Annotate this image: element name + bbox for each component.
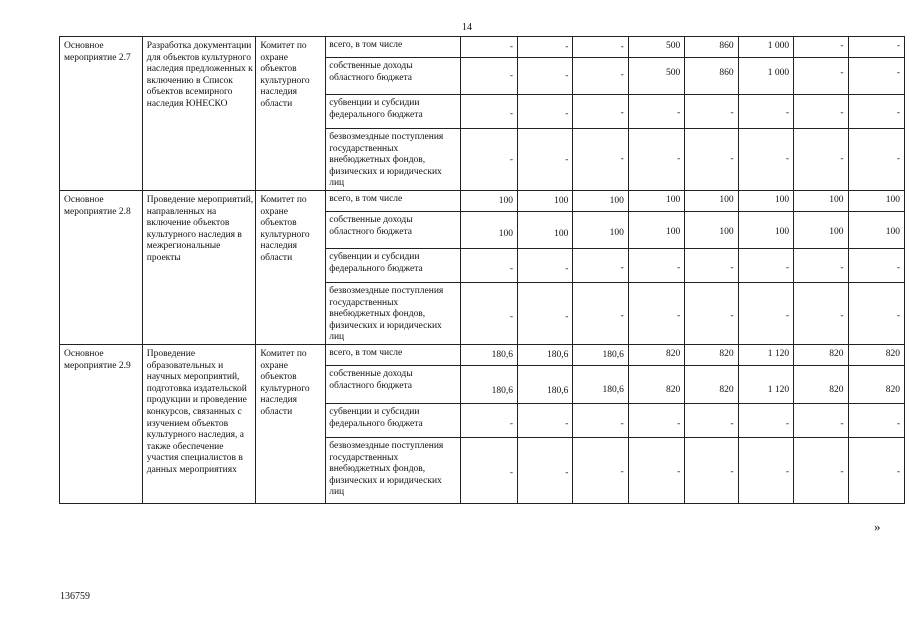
value-text: 180,6 <box>491 350 513 360</box>
value-text: - <box>896 154 900 164</box>
value-cell <box>460 404 517 438</box>
value-cell <box>517 212 572 249</box>
value-text: 100 <box>665 227 681 237</box>
value-cell <box>517 129 572 191</box>
value-cell <box>517 283 572 345</box>
value-text: 1 000 <box>767 68 790 78</box>
value-text: - <box>565 155 569 165</box>
table-row <box>60 345 905 366</box>
value-cell <box>573 345 628 366</box>
value-cell <box>848 58 904 95</box>
value-text: - <box>785 154 790 164</box>
value-cell <box>685 191 738 212</box>
value-cell <box>738 95 793 129</box>
value-text: 100 <box>609 228 624 238</box>
value-text: - <box>840 311 844 321</box>
value-text: - <box>896 41 900 51</box>
value-cell <box>738 37 793 58</box>
value-cell <box>738 438 793 504</box>
value-text: - <box>509 42 513 52</box>
measure-description: Проведение мероприятий, направленных на включение объектов культурного наследия в межрегиональные проекты <box>142 191 256 345</box>
value-cell <box>738 249 793 283</box>
value-text: - <box>730 263 734 273</box>
value-text: - <box>565 109 569 119</box>
value-cell <box>460 366 517 404</box>
measure-executor: Комитет по охране объектов культурного наследия области <box>256 191 326 345</box>
funding-source: собственные доходы областного бюджета <box>326 366 460 404</box>
measure-description: Проведение образовательных и научных мероприятий, подготовка издательской продукции и проведение конкурсов, связанных с изучением объектов культурного наследия, а также обеспечение участия специалистов в данных мероприятиях <box>142 345 256 504</box>
value-text: 100 <box>885 227 900 237</box>
value-cell <box>628 58 684 95</box>
value-cell <box>573 191 628 212</box>
value-cell <box>848 404 904 438</box>
value-text: 820 <box>885 349 900 359</box>
value-cell <box>685 58 738 95</box>
value-text: 1 120 <box>767 385 790 395</box>
value-text: 100 <box>829 195 844 205</box>
value-text: - <box>840 108 844 118</box>
value-cell <box>517 95 572 129</box>
value-cell <box>848 191 904 212</box>
value-text: 820 <box>829 385 844 395</box>
value-cell <box>517 58 572 95</box>
value-text: - <box>677 311 681 321</box>
value-text: - <box>785 311 790 321</box>
value-cell <box>517 404 572 438</box>
value-text: - <box>896 68 900 78</box>
value-cell <box>460 37 517 58</box>
value-cell <box>738 283 793 345</box>
value-cell <box>628 129 684 191</box>
value-text: - <box>730 467 734 477</box>
value-text: 100 <box>498 196 513 206</box>
value-text: - <box>509 71 513 81</box>
value-text: - <box>509 419 513 429</box>
value-text: - <box>620 263 624 273</box>
funding-source: безвозмездные поступления государственных внебюджетных фондов, физических и юридических лиц <box>326 129 460 191</box>
value-text: - <box>620 70 624 80</box>
value-text: - <box>840 467 844 477</box>
value-cell <box>517 191 572 212</box>
value-text: 1 000 <box>767 41 790 51</box>
value-text: - <box>620 419 624 429</box>
value-text: 500 <box>665 41 681 51</box>
value-text: - <box>785 108 790 118</box>
value-text: 100 <box>665 195 681 205</box>
value-text: - <box>677 108 681 118</box>
value-cell <box>460 438 517 504</box>
measure-executor: Комитет по охране объектов культурного наследия области <box>256 37 326 191</box>
value-text: - <box>677 467 681 477</box>
value-cell <box>685 366 738 404</box>
value-cell <box>460 212 517 249</box>
value-text: 1 120 <box>767 349 790 359</box>
value-cell <box>794 404 848 438</box>
value-cell <box>685 37 738 58</box>
value-text: 820 <box>885 385 900 395</box>
value-text: - <box>509 264 513 274</box>
value-cell <box>628 345 684 366</box>
value-cell <box>628 249 684 283</box>
value-cell <box>848 129 904 191</box>
value-text: 100 <box>498 229 513 239</box>
value-cell <box>794 283 848 345</box>
value-text: - <box>565 71 569 81</box>
measure-description: Разработка документации для объектов культурного наследия предложенных к включению в Список объектов всемирного наследия ЮНЕСКО <box>142 37 256 191</box>
funding-source: субвенции и субсидии федерального бюджета <box>326 95 460 129</box>
value-text: 180,6 <box>547 350 569 360</box>
value-cell <box>848 37 904 58</box>
value-cell <box>628 191 684 212</box>
value-cell <box>794 37 848 58</box>
value-cell <box>573 283 628 345</box>
value-text: 100 <box>885 195 900 205</box>
funding-source: всего, в том числе <box>326 191 460 212</box>
funding-source: субвенции и субсидии федерального бюджета <box>326 249 460 283</box>
value-text: 100 <box>719 227 734 237</box>
value-cell <box>517 366 572 404</box>
value-cell <box>573 366 628 404</box>
value-text: 860 <box>719 68 734 78</box>
value-text: 180,6 <box>547 386 569 396</box>
value-text: 100 <box>774 195 790 205</box>
value-text: - <box>730 108 734 118</box>
value-cell <box>794 249 848 283</box>
funding-source: всего, в том числе <box>326 37 460 58</box>
value-text: - <box>620 42 624 52</box>
value-text: - <box>896 419 900 429</box>
financing-table <box>59 36 905 504</box>
value-cell <box>685 404 738 438</box>
value-text: 100 <box>554 196 569 206</box>
value-cell <box>517 345 572 366</box>
value-cell <box>738 129 793 191</box>
value-cell <box>460 249 517 283</box>
value-cell <box>738 191 793 212</box>
value-cell <box>738 58 793 95</box>
value-cell <box>628 404 684 438</box>
value-text: - <box>620 108 624 118</box>
value-cell <box>848 212 904 249</box>
value-text: - <box>509 312 513 322</box>
value-cell <box>794 212 848 249</box>
value-text: 100 <box>719 195 734 205</box>
value-cell <box>794 129 848 191</box>
value-cell <box>573 58 628 95</box>
value-cell <box>460 191 517 212</box>
value-text: - <box>896 311 900 321</box>
value-text: - <box>896 263 900 273</box>
value-text: - <box>896 467 900 477</box>
value-cell <box>794 58 848 95</box>
value-text: - <box>677 419 681 429</box>
value-cell <box>628 366 684 404</box>
value-cell <box>517 37 572 58</box>
value-text: 820 <box>719 349 734 359</box>
value-text: 100 <box>829 227 844 237</box>
value-cell <box>685 212 738 249</box>
value-cell <box>460 95 517 129</box>
value-text: - <box>565 312 569 322</box>
value-text: - <box>730 154 734 164</box>
value-text: - <box>620 154 624 164</box>
value-cell <box>460 345 517 366</box>
value-text: - <box>565 419 569 429</box>
value-text: - <box>677 263 681 273</box>
value-cell <box>738 404 793 438</box>
measure-name: Основное мероприятие 2.9 <box>60 345 143 504</box>
value-text: 820 <box>719 385 734 395</box>
value-cell <box>628 37 684 58</box>
value-cell <box>628 438 684 504</box>
value-cell <box>848 366 904 404</box>
value-text: - <box>677 154 681 164</box>
value-cell <box>738 345 793 366</box>
value-cell <box>685 249 738 283</box>
value-text: - <box>840 419 844 429</box>
value-text: 820 <box>665 385 681 395</box>
value-cell <box>460 283 517 345</box>
measure-name: Основное мероприятие 2.8 <box>60 191 143 345</box>
value-text: - <box>509 109 513 119</box>
value-text: 180,6 <box>602 350 624 360</box>
table-body <box>60 37 905 504</box>
table-row <box>60 37 905 58</box>
value-text: 500 <box>665 68 681 78</box>
funding-source: собственные доходы областного бюджета <box>326 212 460 249</box>
closing-quote: » <box>874 519 881 534</box>
page-number: 14 <box>462 22 472 33</box>
value-cell <box>685 438 738 504</box>
value-cell <box>573 212 628 249</box>
value-cell <box>794 438 848 504</box>
value-cell <box>460 129 517 191</box>
value-text: - <box>730 419 734 429</box>
value-cell <box>794 345 848 366</box>
funding-source: безвозмездные поступления государственных внебюджетных фондов, физических и юридических лиц <box>326 283 460 345</box>
funding-source: собственные доходы областного бюджета <box>326 58 460 95</box>
value-cell <box>573 95 628 129</box>
value-text: - <box>840 41 844 51</box>
value-text: 100 <box>774 227 790 237</box>
value-cell <box>517 438 572 504</box>
value-cell <box>848 249 904 283</box>
value-cell <box>573 37 628 58</box>
value-cell <box>628 95 684 129</box>
value-text: - <box>730 311 734 321</box>
value-text: - <box>785 419 790 429</box>
measure-executor: Комитет по охране объектов культурного наследия области <box>256 345 326 504</box>
value-cell <box>848 438 904 504</box>
value-text: - <box>509 468 513 478</box>
value-text: - <box>785 467 790 477</box>
value-text: - <box>785 263 790 273</box>
value-cell <box>738 212 793 249</box>
value-cell <box>628 283 684 345</box>
document-id: 136759 <box>60 591 90 602</box>
value-text: - <box>620 467 624 477</box>
value-text: - <box>565 468 569 478</box>
funding-source: всего, в том числе <box>326 345 460 366</box>
value-cell <box>794 191 848 212</box>
value-text: - <box>565 42 569 52</box>
value-text: 820 <box>665 349 681 359</box>
value-text: - <box>840 263 844 273</box>
value-cell <box>460 58 517 95</box>
value-text: 100 <box>609 196 624 206</box>
value-text: 100 <box>554 229 569 239</box>
value-cell <box>573 404 628 438</box>
value-cell <box>794 366 848 404</box>
value-cell <box>685 95 738 129</box>
value-cell <box>738 366 793 404</box>
value-cell <box>848 283 904 345</box>
value-cell <box>685 129 738 191</box>
value-cell <box>573 129 628 191</box>
value-cell <box>848 95 904 129</box>
value-text: 180,6 <box>602 385 624 395</box>
value-text: - <box>896 108 900 118</box>
value-cell <box>685 345 738 366</box>
value-cell <box>573 438 628 504</box>
value-cell <box>794 95 848 129</box>
value-text: - <box>840 68 844 78</box>
value-cell <box>848 345 904 366</box>
value-text: - <box>620 311 624 321</box>
table-row <box>60 191 905 212</box>
funding-source: субвенции и субсидии федерального бюджета <box>326 404 460 438</box>
measure-name: Основное мероприятие 2.7 <box>60 37 143 191</box>
value-cell <box>573 249 628 283</box>
value-cell <box>517 249 572 283</box>
value-text: - <box>840 154 844 164</box>
value-text: - <box>565 264 569 274</box>
value-text: - <box>509 155 513 165</box>
funding-source: безвозмездные поступления государственных внебюджетных фондов, физических и юридических лиц <box>326 438 460 504</box>
value-text: 180,6 <box>491 386 513 396</box>
value-text: 860 <box>719 41 734 51</box>
value-text: 820 <box>829 349 844 359</box>
value-cell <box>685 283 738 345</box>
value-cell <box>628 212 684 249</box>
